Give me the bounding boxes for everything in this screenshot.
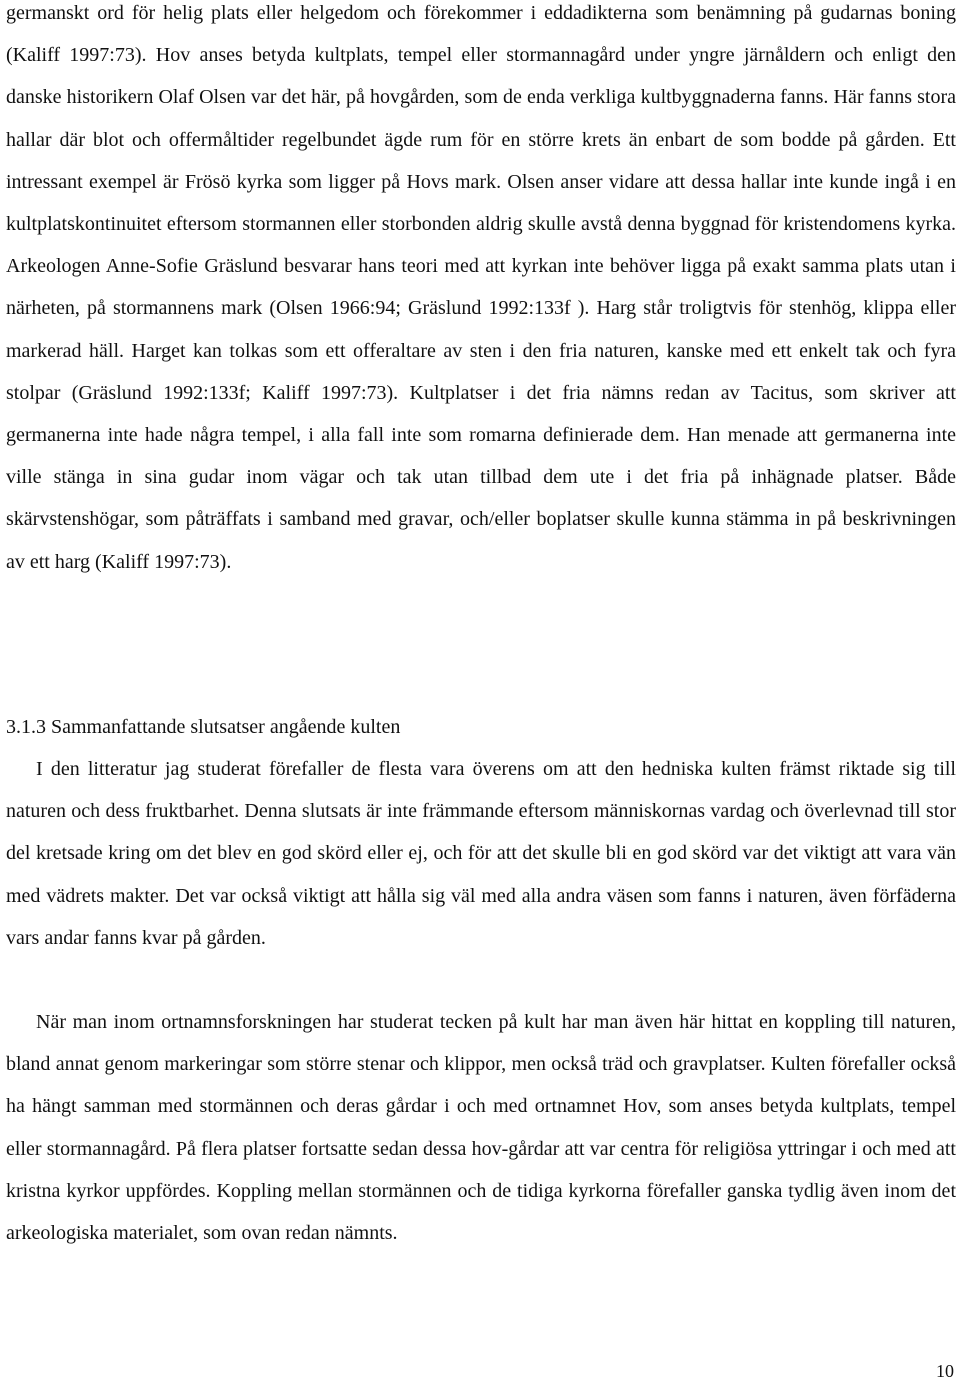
paragraph-summary-1: I den litteratur jag studerat förefaller de flesta vara överens om att den hedniska kulten främst riktade sig till naturen och dess fruktbarhet. Denna slutsats är inte främmande eftersom människornas vardag och överlevnad till stor del kretsade kring om det blev en god skörd eller ej, och för att det skulle bli en god skörd var det viktigt att vara vän med vädrets makter. Det var också viktigt att hålla sig väl med alla andra väsen som fanns i naturen, även förfäderna vars andar fanns kvar på gården. <box>6 758 956 949</box>
paragraph-continued: germanskt ord för helig plats eller helgedom och förekommer i eddadikterna som benämning på gudarnas boning (Kaliff 1997:73). Hov anses betyda kultplats, tempel eller stormannagård under yngre järnåldern och enligt den danske historikern Olaf Olsen var det här, på hovgården, som de enda verkliga kultbyggnaderna fanns. Här fanns stora hallar där blot och offermåltider regelbundet ägde rum för en större krets än enbart de som bodde på gården. Ett intressant exempel är Frösö kyrka som ligger på Hovs mark. Olsen anser vidare att dessa hallar inte kunde ingå i en kultplatskontinuitet eftersom stormannen eller storbonden aldrig skulle avstå denna byggnad för kristendomens kyrka. Arkeologen Anne-Sofie Gräslund besvarar hans teori med att kyrkan inte behöver ligga på exakt samma plats utan i närheten, på stormannens mark (Olsen 1966:94; Gräslund 1992:133f ). Harg står troligtvis för stenhög, klippa eller markerad häll. Harget kan tolkas som ett offeraltare av sten i den fria naturen, kanske med ett enkelt tak och fyra stolpar (Gräslund 1992:133f; Kaliff 1997:73). Kultplatser i det fria nämns redan av Tacitus, som skriver att germanerna inte hade några tempel, i alla fall inte som romarna definierade dem. Han menade att germanerna inte ville stänga in sina gudar inom vägar och tak utan tillbad dem ute i det fria på inhägnade platser. Både skärvstenshögar, som påträffats i samband med gravar, och/eller boplatser skulle kunna stämma in på beskrivningen av ett harg (Kaliff 1997:73). <box>6 2 956 573</box>
section-heading: 3.1.3 Sammanfattande slutsatser angående kulten <box>6 716 401 738</box>
paragraph-summary-2: När man inom ortnamnsforskningen har studerat tecken på kult har man även här hittat en koppling till naturen, bland annat genom markeringar som större stenar och klippor, men också träd och gravplatser. Kulten förefaller också ha hängt samman med stormännen och deras gårdar i och med ortnamnet Hov, som anses betyda kultplats, tempel eller stormannagård. På flera platser fortsatte sedan dessa hov-gårdar att var centra för religiösa yttringar i och med att kristna kyrkor uppfördes. Koppling mellan stormännen och de tidiga kyrkorna förefaller ganska tydlig även inom det arkeologiska materialet, som ovan redan nämnts. <box>6 1011 956 1245</box>
page-number: 10 <box>936 1361 954 1381</box>
